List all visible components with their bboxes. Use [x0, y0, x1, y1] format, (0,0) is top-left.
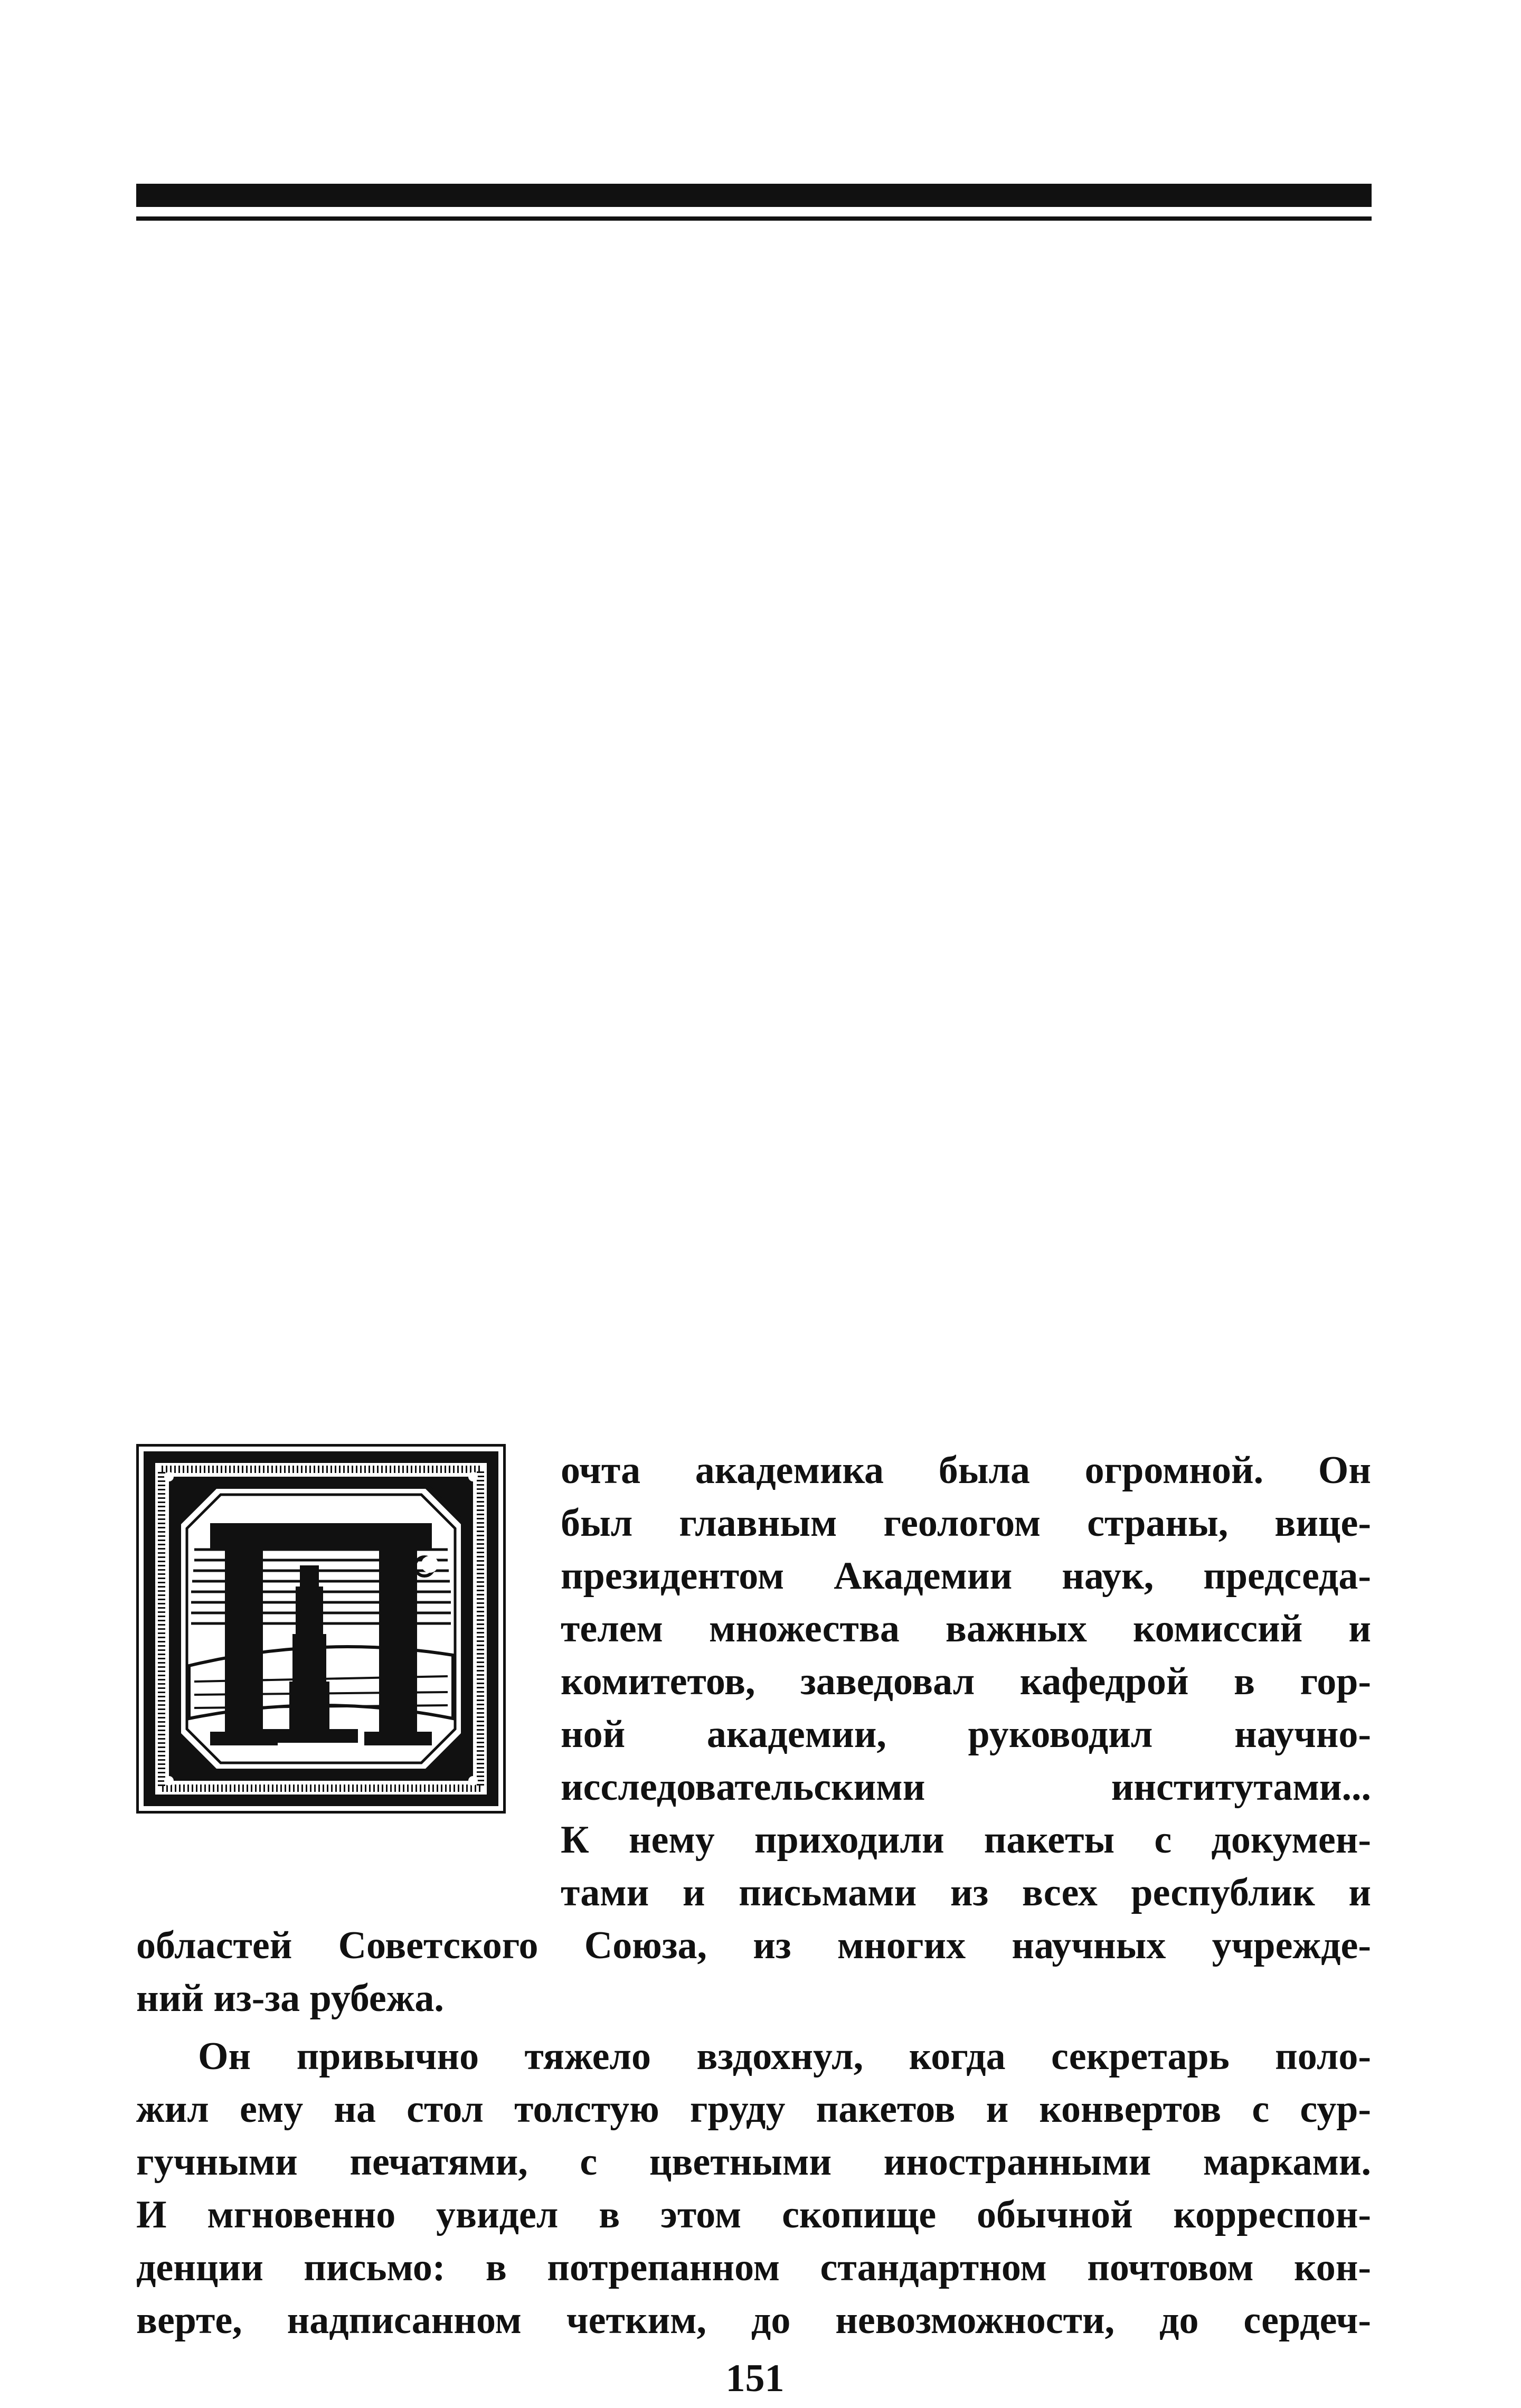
text-line: тами и письмами из всех республик и — [561, 1871, 1371, 1914]
text-line: был главным геологом страны, вице- — [561, 1502, 1371, 1545]
text-line: очта академика была огромной. Он — [561, 1449, 1371, 1492]
text-line: президентом Академии наук, председа- — [561, 1554, 1371, 1598]
drop-cap-illustration-icon — [136, 1444, 506, 1814]
text-line: И мгновенно увидел в этом скопище обычной корреспон- — [136, 2193, 1371, 2236]
paragraph-first-line: Он привычно тяжело вздохнул, когда секретарь поло- — [198, 2035, 1371, 2078]
text-line: исследовательскими институтами... — [561, 1765, 1371, 1809]
text-line: гучными печатями, с цветными иностранными марками. — [136, 2140, 1371, 2184]
drop-cap-initial — [136, 1444, 506, 1814]
text-line: верте, надписанном четким, до невозможности, до сердеч- — [136, 2299, 1371, 2342]
text-line: жил ему на стол толстую груду пакетов и конвертов с сур- — [136, 2088, 1371, 2131]
header-rule-thin — [136, 216, 1372, 221]
text-line: областей Советского Союза, из многих научных учрежде- — [136, 1924, 1371, 1967]
text-line: телем множества важных комиссий и — [561, 1607, 1371, 1650]
page-number: 151 — [725, 2357, 785, 2400]
text-line: ний из-за рубежа. — [136, 1977, 444, 2020]
text-line: К нему приходили пакеты с докумен- — [561, 1818, 1371, 1862]
text-line: комитетов, заведовал кафедрой в гор- — [561, 1660, 1371, 1703]
header-rule-thick — [136, 184, 1372, 207]
text-line: ной академии, руководил научно- — [561, 1713, 1371, 1756]
text-line: денции письмо: в потрепанном стандартном почтовом кон- — [136, 2246, 1371, 2289]
